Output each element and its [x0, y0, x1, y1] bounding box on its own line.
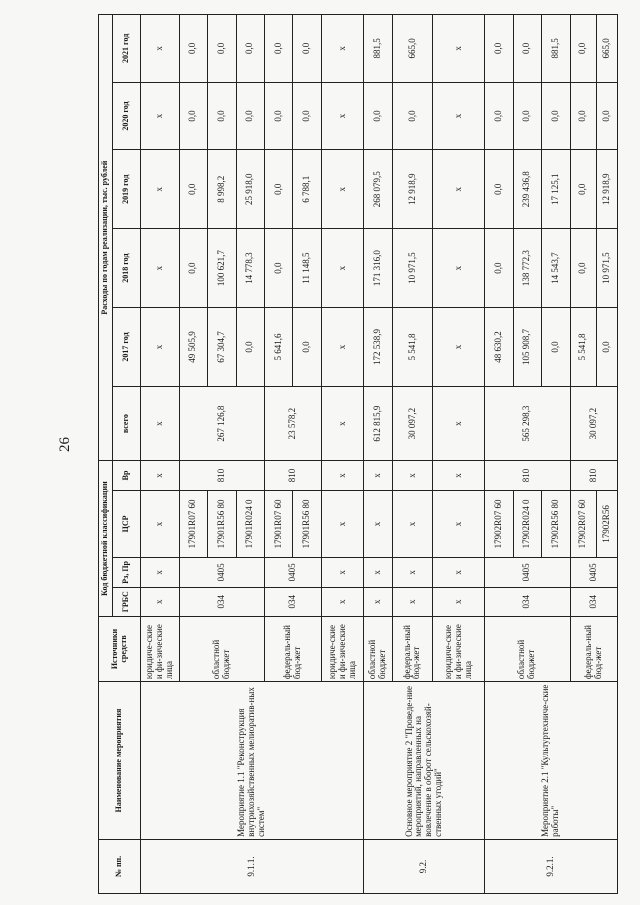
value-cell: х	[433, 15, 485, 83]
grbs-cell: х	[364, 587, 392, 616]
total-cell: 23 578,2	[264, 386, 321, 460]
csr-cell: 17902R56	[596, 490, 617, 558]
csr-cell: 17901R56 80	[293, 490, 321, 558]
value-cell: х	[141, 15, 180, 83]
value-cell: 100 621,7	[208, 229, 236, 308]
rzpr-cell: 0405	[485, 558, 570, 587]
rzpr-cell: 0405	[570, 558, 618, 587]
header-classification: Код бюджетной классификации	[99, 461, 113, 617]
value-cell: 48 630,2	[485, 308, 513, 387]
value-cell: х	[321, 150, 364, 229]
grbs-cell: х	[433, 587, 485, 616]
value-cell: 0,0	[513, 82, 541, 150]
total-cell: 267 126,8	[179, 386, 264, 460]
row-number: 9.2.	[364, 839, 485, 893]
value-cell: 0,0	[485, 150, 513, 229]
value-cell: 0,0	[236, 82, 264, 150]
total-cell: х	[321, 386, 364, 460]
rzpr-cell: х	[141, 558, 180, 587]
grbs-cell: 034	[485, 587, 570, 616]
rotated-table-container	[98, 14, 618, 894]
value-cell: х	[433, 229, 485, 308]
vr-cell: 810	[264, 461, 321, 490]
csr-cell: х	[392, 490, 432, 558]
value-cell: 49 505,9	[179, 308, 207, 387]
activity-name: Мероприятие 2.1 "Культуртехниче-ские работы"	[485, 682, 618, 840]
value-cell: 665,0	[392, 15, 432, 83]
value-cell: х	[141, 150, 180, 229]
value-cell: 881,5	[542, 15, 570, 83]
value-cell: 0,0	[485, 82, 513, 150]
value-cell: 25 918,0	[236, 150, 264, 229]
value-cell: 0,0	[264, 82, 292, 150]
grbs-cell: 034	[179, 587, 264, 616]
vr-cell: 810	[570, 461, 618, 490]
source-cell: федераль-ный бюд-жет	[570, 616, 618, 681]
value-cell: 0,0	[179, 150, 207, 229]
activity-name: Основное мероприятие 2 "Проведе-ние мероприятий, направленных на вовлечение в оборот сельскохозяй-ственных угодий"	[364, 682, 485, 840]
vr-cell: 810	[485, 461, 570, 490]
header-name: Наименование мероприятия	[99, 682, 141, 840]
value-cell: 0,0	[264, 150, 292, 229]
source-cell: федераль-ный бюд-жет	[264, 616, 321, 681]
value-cell: 0,0	[264, 229, 292, 308]
header-year-2018: 2018 год	[113, 229, 141, 308]
grbs-cell: 034	[570, 587, 618, 616]
value-cell: х	[141, 82, 180, 150]
header-source: Источники средств	[99, 616, 141, 681]
rzpr-cell: 0405	[179, 558, 264, 587]
value-cell: 881,5	[364, 15, 392, 83]
value-cell: 12 918,9	[392, 150, 432, 229]
vr-cell: х	[392, 461, 432, 490]
value-cell: 171 316,0	[364, 229, 392, 308]
rzpr-cell: х	[392, 558, 432, 587]
value-cell: 11 148,5	[293, 229, 321, 308]
budget-table	[98, 14, 618, 894]
value-cell: 665,0	[596, 15, 617, 83]
csr-cell: 17902R07 60	[485, 490, 513, 558]
value-cell: х	[321, 82, 364, 150]
total-cell: х	[141, 386, 180, 460]
table-row	[364, 15, 392, 894]
csr-cell: 17901R56 80	[208, 490, 236, 558]
value-cell: 239 436,8	[513, 150, 541, 229]
value-cell: 0,0	[596, 82, 617, 150]
value-cell: х	[433, 150, 485, 229]
vr-cell: х	[321, 461, 364, 490]
activity-name: Мероприятие 1.1 "Реконструкция внутрихозяйственных мелиоратив-ных систем"	[141, 682, 364, 840]
csr-cell: 17901R07 60	[264, 490, 292, 558]
header-rzpr: Рз, Пр	[113, 558, 141, 587]
value-cell: 0,0	[596, 308, 617, 387]
value-cell: 10 971,5	[392, 229, 432, 308]
csr-cell: 17901R07 60	[179, 490, 207, 558]
value-cell: х	[321, 229, 364, 308]
value-cell: 0,0	[236, 15, 264, 83]
value-cell: 6 788,1	[293, 150, 321, 229]
header-year-2017: 2017 год	[113, 308, 141, 387]
source-cell: областной бюджет	[179, 616, 264, 681]
value-cell: 14 778,3	[236, 229, 264, 308]
header-total: всего	[113, 386, 141, 460]
grbs-cell: 034	[264, 587, 321, 616]
csr-cell: х	[321, 490, 364, 558]
value-cell: х	[433, 308, 485, 387]
value-cell: х	[141, 229, 180, 308]
source-cell: юридиче-ские и фи-зические лица	[141, 616, 180, 681]
grbs-cell: х	[392, 587, 432, 616]
csr-cell: 17902R024 0	[513, 490, 541, 558]
value-cell: 172 538,9	[364, 308, 392, 387]
rzpr-cell: 0405	[264, 558, 321, 587]
source-cell: областной бюджет	[485, 616, 570, 681]
value-cell: 0,0	[264, 15, 292, 83]
total-cell: 30 097,2	[392, 386, 432, 460]
value-cell: 0,0	[364, 82, 392, 150]
value-cell: 5 541,8	[392, 308, 432, 387]
table-row	[141, 15, 180, 894]
total-cell: 30 097,2	[570, 386, 618, 460]
value-cell: 67 304,7	[208, 308, 236, 387]
value-cell: х	[321, 308, 364, 387]
csr-cell: х	[433, 490, 485, 558]
value-cell: х	[141, 308, 180, 387]
value-cell: х	[321, 15, 364, 83]
header-grbs: ГРБС	[113, 587, 141, 616]
value-cell: 0,0	[293, 82, 321, 150]
value-cell: 138 772,3	[513, 229, 541, 308]
csr-cell: х	[364, 490, 392, 558]
value-cell: 0,0	[208, 15, 236, 83]
csr-cell: 17902R07 60	[570, 490, 596, 558]
header-year-2020: 2020 год	[113, 82, 141, 150]
value-cell: 268 079,5	[364, 150, 392, 229]
value-cell: 14 543,7	[542, 229, 570, 308]
header-no: № пп.	[99, 839, 141, 893]
value-cell: 0,0	[570, 82, 596, 150]
row-number: 9.1.1.	[141, 839, 364, 893]
value-cell: 0,0	[513, 15, 541, 83]
value-cell: 105 908,7	[513, 308, 541, 387]
header-expenses: Расходы по годам реализации, тыс. рублей	[99, 15, 113, 461]
value-cell: 0,0	[179, 229, 207, 308]
page-number: 26	[57, 437, 73, 452]
value-cell: 0,0	[179, 82, 207, 150]
grbs-cell: х	[321, 587, 364, 616]
value-cell: 0,0	[293, 15, 321, 83]
value-cell: 0,0	[179, 15, 207, 83]
csr-cell: 17902R56 80	[542, 490, 570, 558]
header-year-2021: 2021 год	[113, 15, 141, 83]
source-cell: областной бюджет	[364, 616, 392, 681]
value-cell: 0,0	[208, 82, 236, 150]
value-cell: 0,0	[485, 15, 513, 83]
value-cell: 8 998,2	[208, 150, 236, 229]
value-cell: 0,0	[392, 82, 432, 150]
vr-cell: х	[364, 461, 392, 490]
source-cell: юридиче-ские и фи-зические лица	[433, 616, 485, 681]
value-cell: 0,0	[293, 308, 321, 387]
rzpr-cell: х	[433, 558, 485, 587]
value-cell: 10 971,5	[596, 229, 617, 308]
vr-cell: х	[433, 461, 485, 490]
table-row	[485, 15, 513, 894]
value-cell: 5 641,6	[264, 308, 292, 387]
value-cell: 0,0	[570, 15, 596, 83]
value-cell: 0,0	[485, 229, 513, 308]
header-year-2019: 2019 год	[113, 150, 141, 229]
value-cell: 17 125,1	[542, 150, 570, 229]
value-cell: х	[433, 82, 485, 150]
vr-cell: х	[141, 461, 180, 490]
total-cell: х	[433, 386, 485, 460]
row-number: 9.2.1.	[485, 839, 618, 893]
grbs-cell: х	[141, 587, 180, 616]
csr-cell: 17901R024 0	[236, 490, 264, 558]
rzpr-cell: х	[364, 558, 392, 587]
value-cell: 0,0	[542, 308, 570, 387]
value-cell: 0,0	[542, 82, 570, 150]
value-cell: 5 541,8	[570, 308, 596, 387]
header-vr: Вр	[113, 461, 141, 490]
total-cell: 565 298,3	[485, 386, 570, 460]
total-cell: 612 815,9	[364, 386, 392, 460]
source-cell: юридиче-ские и фи-зические лица	[321, 616, 364, 681]
vr-cell: 810	[179, 461, 264, 490]
value-cell: 0,0	[570, 150, 596, 229]
rzpr-cell: х	[321, 558, 364, 587]
source-cell: федераль-ный бюд-жет	[392, 616, 432, 681]
csr-cell: х	[141, 490, 180, 558]
header-csr: ЦСР	[113, 490, 141, 558]
value-cell: 0,0	[570, 229, 596, 308]
value-cell: 0,0	[236, 308, 264, 387]
value-cell: 12 918,9	[596, 150, 617, 229]
